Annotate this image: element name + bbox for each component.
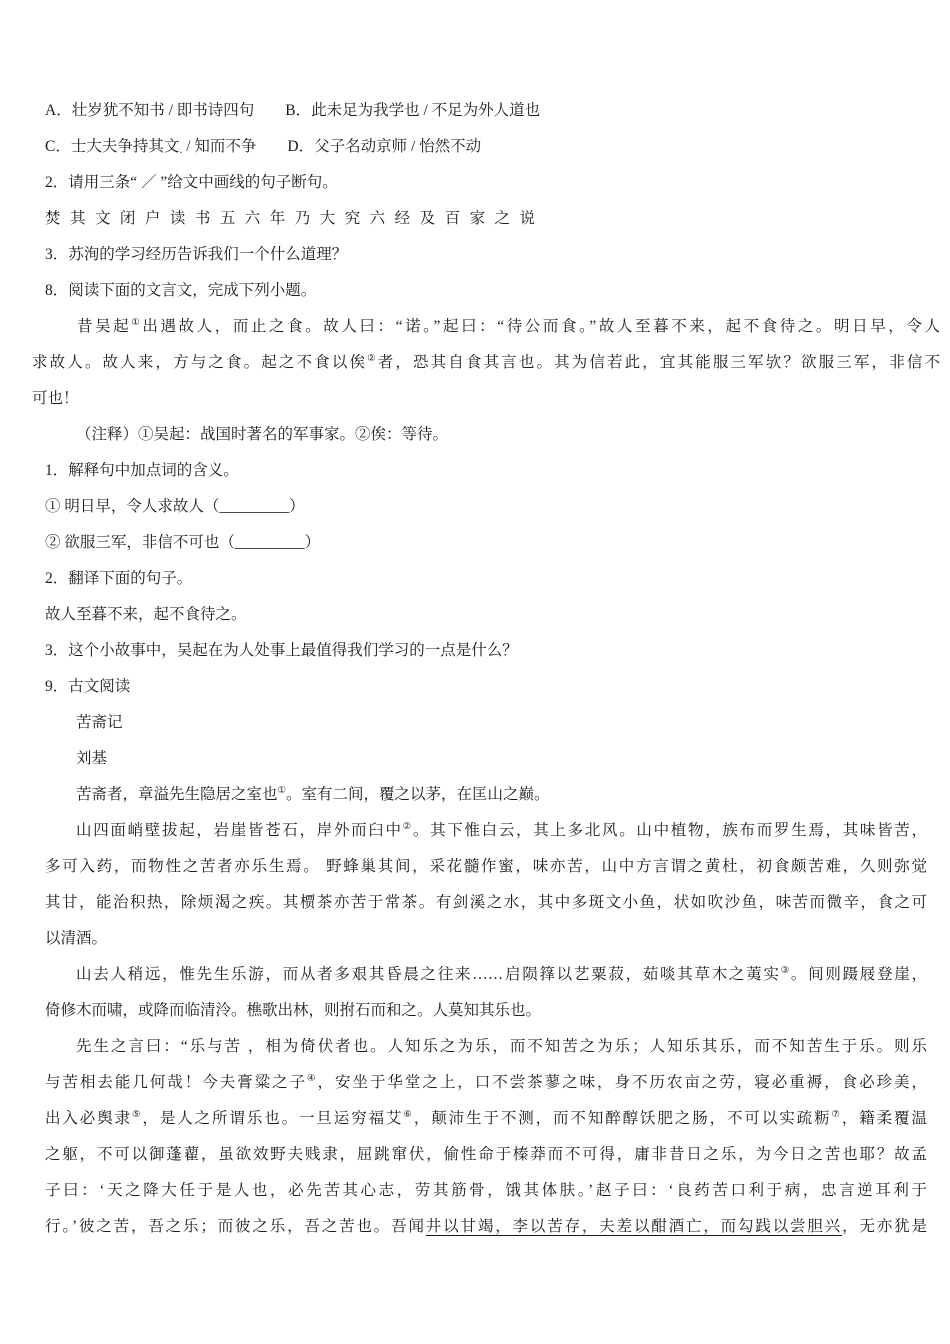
passage-wuqi-line-1 [32,309,940,345]
item-text: ） [289,498,305,515]
question-text: 8．阅读下面的文言文，完成下列小题。 [45,282,317,299]
passage-text: 。其下惟白云，其上多北风。山中植物，族布而罗生焉，其味皆苦， [412,822,927,839]
footnote-marker: ⑥ [403,1109,414,1120]
footnote-marker: ③ [780,965,791,976]
essay-para4-line-3 [45,1101,927,1137]
passage-text: ，籍柔覆温 [841,1110,927,1127]
footnote-marker: ⑤ [132,1109,143,1120]
question-text: 3．苏洵的学习经历告诉我们一个什么道理？ [45,246,348,263]
footnote-marker: ② [402,821,413,832]
document-page [32,93,940,1245]
footnote-marker: ② [367,353,378,364]
option-spacer [256,138,287,155]
sentence-to-punctuate [45,201,927,237]
essay-title [45,705,927,741]
option-c-rest: / 知而不争 [182,138,257,155]
q8-sub1-item-1 [45,489,927,525]
passage-wuqi-line-3 [32,381,940,417]
option-row-ab [45,93,927,129]
q8-sub1-item-2 [45,525,927,561]
passage-text: ，安坐于华堂之上，口不尝茶蓼之味，身不历农亩之劳，寝必重褥，食必珍美， [317,1074,927,1091]
essay-para4-line-4 [45,1137,927,1173]
spaced-sentence: 焚 其 文 闭 户 读 书 五 六 年 乃 大 究 六 经 及 百 家 之 说 [45,210,538,227]
essay-para4-line-2 [45,1065,927,1101]
passage-text: 以清酒。 [45,930,108,947]
question-3 [45,237,927,273]
essay-para2-line-4 [45,921,927,957]
essay-author [45,741,927,777]
option-a: A．壮岁犹不知书 / 即书诗四句 [45,102,255,119]
essay-para4-line-5 [45,1173,927,1209]
option-b: B．此未足为我学也 / 不足为外人道也 [285,102,541,119]
sentence-text: 故人至暮不来，起不食待之。 [45,606,247,623]
essay-para2-line-2 [45,849,927,885]
answer-blank: _________ [219,498,290,515]
passage-text: 昔吴起 [77,318,132,335]
option-c: C．士大夫争持其文 [45,138,180,155]
item-text: ① 明日早，令人求故人（ [45,498,220,515]
answer-blank: _________ [234,534,305,551]
essay-para2-line-3 [45,885,927,921]
footnote-marker: ① [131,317,143,328]
footnote-marker: ⑦ [831,1109,842,1120]
essay-para3-line-2 [45,993,927,1029]
q8-translation-sentence [45,597,927,633]
essay-para3-line-1 [45,957,927,993]
passage-text: 行。’彼之苦，吾之乐；而彼之乐，吾之苦也。吾闻 [45,1218,426,1235]
passage-text: 倚修木而啸，或降而临清泠。樵歌出林，则拊石而和之。人莫知其乐也。 [45,1002,542,1019]
essay-para2-line-1 [45,813,927,849]
question-text: 9．古文阅读 [45,678,131,695]
q8-sub3 [45,633,927,669]
option-row-cd [45,129,927,165]
question-2 [45,165,927,201]
question-text: 3．这个小故事中，吴起在为人处事上最值得我们学习的一点是什么？ [45,642,518,659]
question-text: 2．请用三条“ ／ ”给文中画线的句子断句。 [45,174,338,191]
q8-sub1 [45,453,927,489]
essay-para1 [45,777,927,813]
passage-text: 求故人。故人来，方与之食。起之不食以俟 [32,354,368,371]
passage-text: 者，恐其自食其言也。其为信若此，宜其能服三军欤？欲服三军，非信不 [377,354,940,371]
passage-text: 。室有二间，覆之以茅，在匡山之巅。 [286,786,550,803]
emphasis-dot: . [179,142,183,156]
passage-text: 山四面峭壁拔起，岩崖皆苍石，岸外而臼中 [76,822,403,839]
passage-text: 先生之言曰：“乐与苦 ，相为倚伏者也。人知乐之为乐，而不知苦之为乐；人知乐其乐，而不知苦生于乐。则乐 [76,1038,927,1055]
question-8 [45,273,927,309]
passage-text: 。间则蹑屐登崖， [790,966,927,983]
author-text: 刘基 [76,750,108,767]
essay-para4-line-1 [45,1029,927,1065]
passage-text: ，无亦犹是 [842,1218,927,1235]
passage-text: 山去人稍远，惟先生乐游，而从者多艰其昏晨之往来……启陨箨以艺粟菽，茹啖其草木之荑实 [76,966,781,983]
passage-text: 出遇故人，而止之食。故人曰：“诺。”起曰：“待公而食。”故人至暮不来，起不食待之。明日早，令人 [142,318,940,335]
item-text: ） [304,534,321,551]
footnote-marker: ④ [307,1073,318,1084]
q8-sub2 [45,561,927,597]
passage-text: 出入必舆隶 [45,1110,132,1127]
option-d: D．父子名动京师 / 怡然不动 [287,138,482,155]
question-text: 2．翻译下面的句子。 [45,570,193,587]
question-text: 1．解释句中加点词的含义。 [45,462,239,479]
passage-text: ，颠沛生于不测，而不知醉醇饫肥之肠，不可以实疏粝 [413,1110,832,1127]
passage-text: 之躯，不可以御蓬藋，虽欲效野夫贱隶，屈跳窜伏，偷性命于榛莽而不可得，庸非昔日之乐，为今日之苦也耶？故孟 [45,1146,927,1163]
passage-text: ，是人之所谓乐也。一旦运穷福艾 [142,1110,404,1127]
question-9 [45,669,927,705]
essay-para4-line-6 [45,1209,927,1245]
passage-wuqi-line-2 [32,345,940,381]
passage-text: 其甘，能治积热，除烦渴之疾。其槚茶亦苦于常茶。有剑溪之水，其中多斑文小鱼，状如吹沙鱼，味苦而微辛，食之可 [45,894,927,911]
option-spacer [254,102,285,119]
passage-text: 多可入药，而物性之苦者亦乐生焉。 野蜂巢其间，采花髓作蜜，味亦苦，山中方言谓之黄杜，初食颇苦难，久则弥觉 [45,858,927,875]
passage-text: 苦斋者，章溢先生隐居之室也 [76,786,278,803]
item-text: ② 欲服三军，非信不可也（ [45,534,235,551]
passage-text: 子曰：‘天之降大任于是人也，必先苦其心志，劳其筋骨，饿其体肤。’赵子曰：‘良药苦口利于病，忠言逆耳利于 [45,1182,927,1199]
underlined-phrase: 井以甘竭，李以苦存，夫差以酣酒亡，而勾践以尝胆兴 [425,1218,843,1235]
passage-text: 可也！ [32,390,79,407]
passage-text: 与苦相去能几何哉！今夫膏粱之子 [45,1074,308,1091]
passage-note [45,417,927,453]
note-text: （注释）①吴起：战国时著名的军事家。②俟：等待。 [76,426,449,443]
title-text: 苦斋记 [76,714,123,731]
footnote-marker: ① [277,785,287,796]
